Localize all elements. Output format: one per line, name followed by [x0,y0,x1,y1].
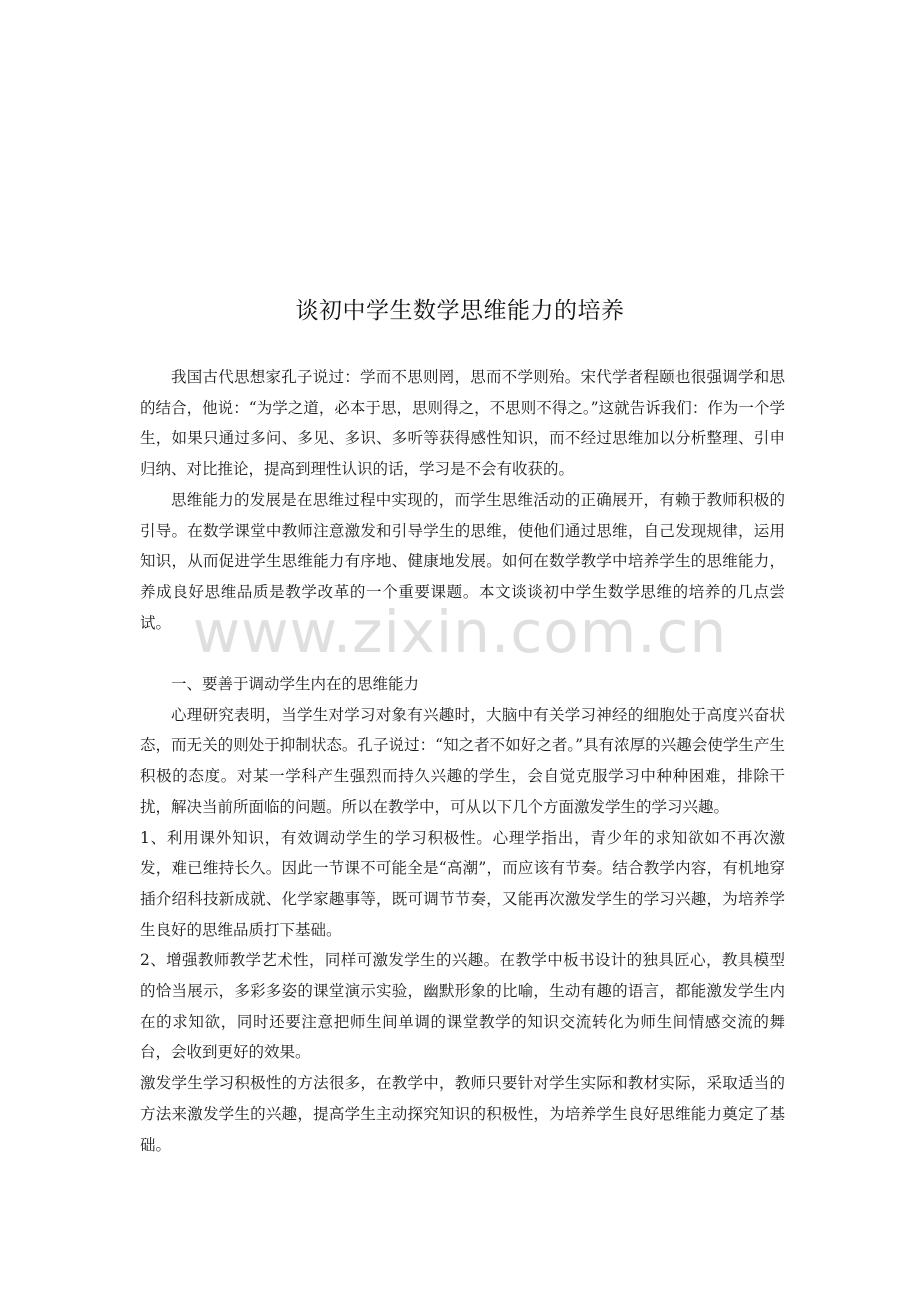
section-heading-one: 一、要善于调动学生内在的思维能力 [171,675,420,694]
document-title: 谈初中学生数学思维能力的培养 [295,298,625,324]
watermark: www.zixin.com.cn [192,598,728,666]
section-spacer [140,638,785,669]
paragraph-thinking-development: 思维能力的发展是在思维过程中实现的，而学生思维活动的正确展开，有赖于教师积极的引导。在数学课堂中教师注意激发和引导学生的思维，使他们通过思维，自己发现规律，运用知识，从而促进学生思维能力有序地、健康地发展。如何在数学教学中培养学生的思维能力，养成良好思维品质是教学改革的一个重要课题。本文谈谈初中学生数学思维的培养的几点尝试。 [140,490,785,632]
document-body [140,362,785,1160]
paragraph-point-two: 2、增强教师教学艺术性，同样可激发学生的兴趣。在教学中板书设计的独具匠心，教具模型的恰当展示，多彩多姿的课堂演示实验，幽默形象的比喻，生动有趣的语言，都能激发学生内在的求知欲，同时还要注意把师生间单调的课堂教学的知识交流转化为师生间情感交流的舞台，会收到更好的效果。 [140,951,785,1062]
paragraph-conclusion: 激发学生学习积极性的方法很多，在教学中，教师只要针对学生实际和教材实际，采取适当的方法来激发学生的兴趣，提高学生主动探究知识的积极性，为培养学生良好思维能力奠定了基础。 [140,1074,785,1154]
paragraph-psychology-research: 心理研究表明，当学生对学习对象有兴趣时，大脑中有关学习神经的细胞处于高度兴奋状态，而无关的则处于抑制状态。孔子说过：“知之者不如好之者。”具有浓厚的兴趣会使学生产生积极的态度。对某一学科产生强烈而持久兴趣的学生，会自觉克服学习中种种困难，排除干扰，解决当前所面临的问题。所以在教学中，可从以下几个方面激发学生的学习兴趣。 [140,705,785,816]
paragraph-intro: 我国古代思想家孔子说过：学而不思则罔，思而不学则殆。宋代学者程颐也很强调学和思的结合，他说：“为学之道，必本于思，思则得之，不思则不得之。”这就告诉我们：作为一个学生，如果只通过多问、多见、多识、多听等获得感性知识，而不经过思维加以分析整理、引申归纳、对比推论，提高到理性认识的话，学习是不会有收获的。 [140,368,785,479]
paragraph-point-one: 1、利用课外知识，有效调动学生的学习积极性。心理学指出，青少年的求知欲如不再次激发，难已维持长久。因此一节课不可能全是“高潮”，而应该有节奏。结合教学内容，有机地穿插介绍科技新成就、化学家趣事等，既可调节节奏，又能再次激发学生的学习兴趣，为培养学生良好的思维品质打下基础。 [140,828,785,939]
